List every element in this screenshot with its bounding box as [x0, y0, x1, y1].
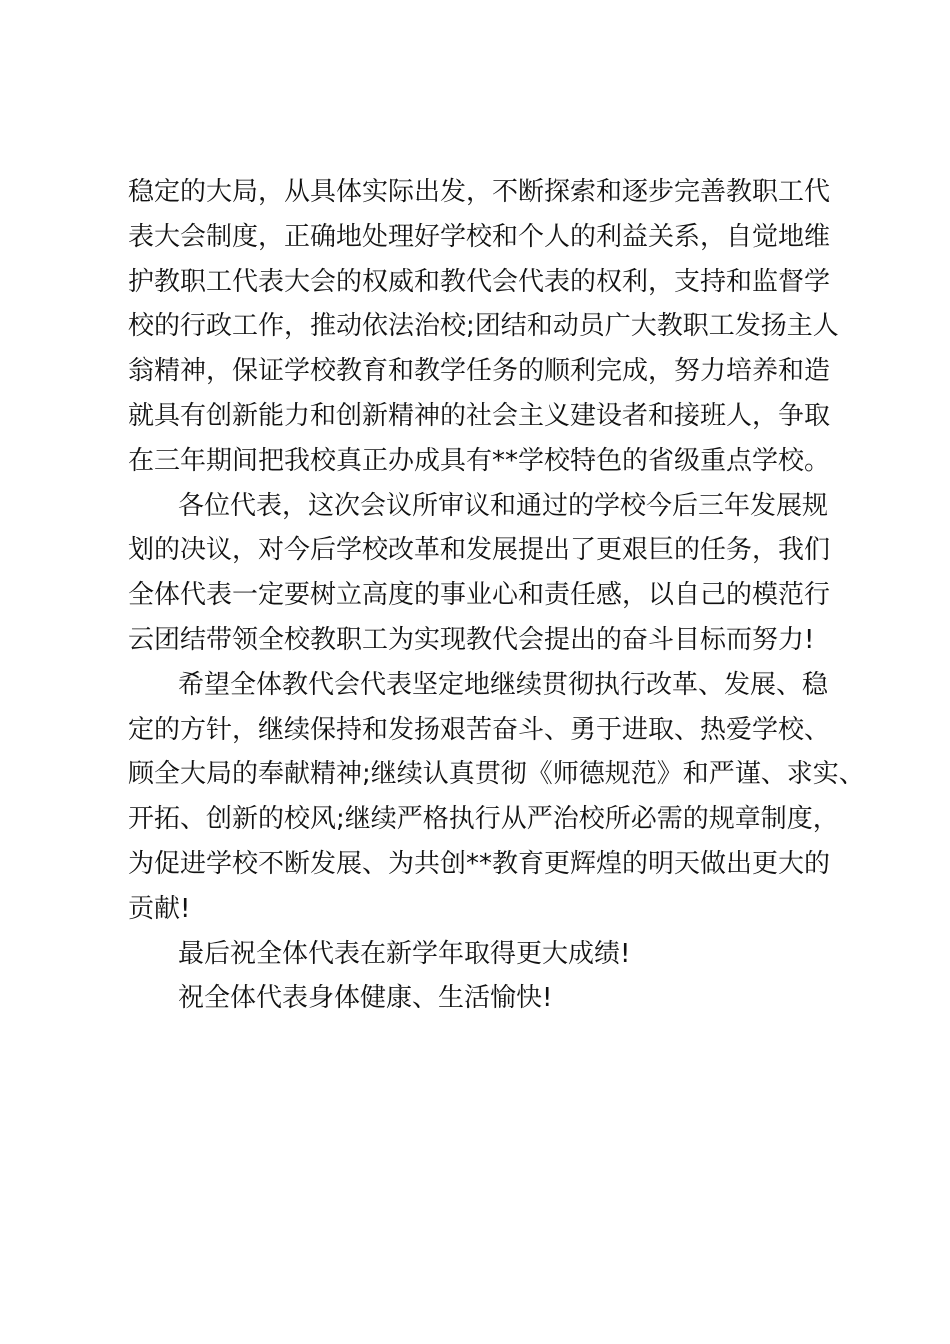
text-line: 贡献!: [128, 893, 191, 924]
text-line: 就具有创新能力和创新精神的社会主义建设者和接班人，争取: [128, 400, 831, 431]
document-body: [128, 170, 865, 1021]
paragraph-3: [128, 663, 865, 932]
text-line: 顾全大局的奉献精神;继续认真贯彻《师德规范》和严谨、求实、: [128, 759, 865, 790]
paragraph-2: [128, 484, 838, 663]
text-line: 定的方针，继续保持和发扬艰苦奋斗、勇于进取、热爱学校、: [128, 714, 831, 745]
text-line: 最后祝全体代表在新学年取得更大成绩!: [178, 938, 631, 969]
text-line: 祝全体代表身体健康、生活愉快!: [178, 983, 553, 1014]
text-line: 护教职工代表大会的权威和教代会代表的权利，支持和监督学: [128, 266, 831, 297]
text-line: 校的行政工作，推动依法治校;团结和动员广大教职工发扬主人: [128, 311, 839, 342]
paragraph-1: [128, 170, 838, 484]
text-line: 全体代表一定要树立高度的事业心和责任感，以自己的模范行: [128, 580, 831, 611]
text-line: 表大会制度，正确地处理好学校和个人的利益关系，自觉地维: [128, 221, 831, 252]
text-line: 希望全体教代会代表坚定地继续贯彻执行改革、发展、稳: [178, 669, 829, 700]
text-line: 为促进学校不断发展、为共创**教育更辉煌的明天做出更大的: [128, 848, 831, 879]
text-line: 云团结带领全校教职工为实现教代会提出的奋斗目标而努力!: [128, 624, 815, 655]
paragraph-5: [128, 976, 838, 1021]
text-line: 稳定的大局，从具体实际出发，不断探索和逐步完善教职工代: [128, 177, 831, 207]
text-line: 在三年期间把我校真正办成具有**学校特色的省级重点学校。: [128, 445, 831, 476]
text-line: 翁精神，保证学校教育和教学任务的顺利完成，努力培养和造: [128, 356, 831, 387]
paragraph-4: [128, 932, 838, 977]
text-line: 划的决议，对今后学校改革和发展提出了更艰巨的任务，我们: [128, 535, 831, 566]
text-line: 各位代表，这次会议所审议和通过的学校今后三年发展规: [178, 490, 829, 521]
text-line: 开拓、创新的校风;继续严格执行从严治校所必需的规章制度，: [128, 804, 839, 835]
